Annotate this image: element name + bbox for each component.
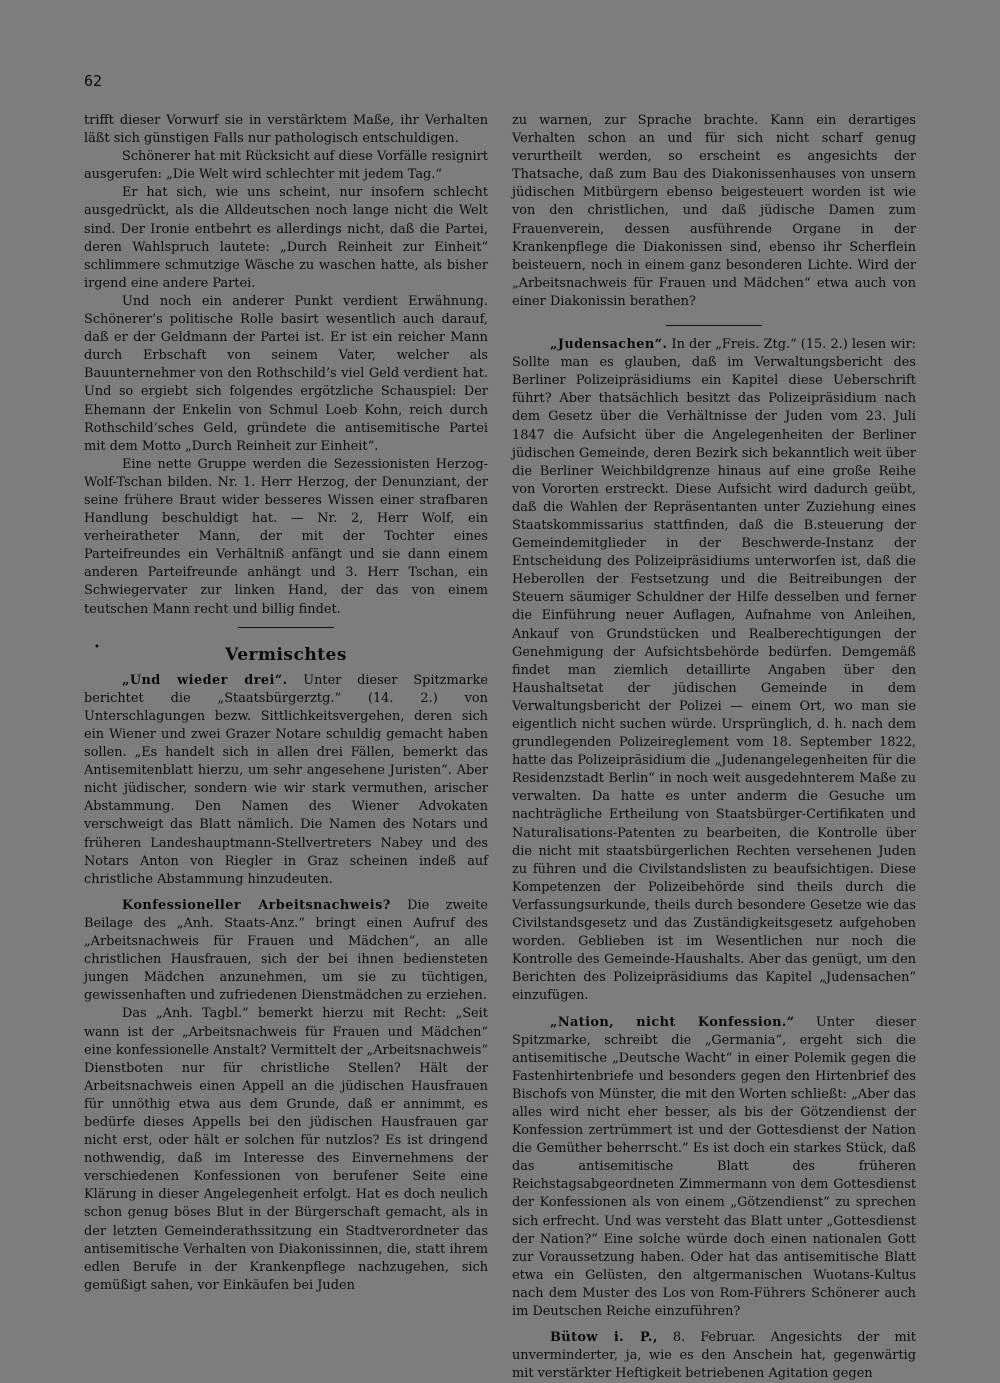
article-rubric: Konfessioneller Arbeitsnachweis? (122, 897, 391, 913)
article-und-wieder-drei (84, 672, 488, 889)
bullet-mark: • (94, 642, 100, 653)
paragraph: Schönerer hat mit Rücksicht auf diese Vorfälle resignirt ausgerufen: „Die Welt wird schlechter mit jedem Tag.“ (84, 149, 488, 183)
paragraph: Er hat sich, wie uns scheint, nur insofern schlecht ausgedrückt, als die Alldeutschen noch lange nicht die Welt sind. Der Ironie entbehrt es allerdings nicht, daß die Partei, deren Wahlspruch lautete: „Durch Reinheit zur Einheit“ schlimmere schmutzige Wäsche zu waschen hatte, als bisher irgend eine andere Partei. (84, 185, 488, 291)
article-buetow (512, 1329, 916, 1383)
paragraph: trifft dieser Vorwurf sie in verstärktem Maße, ihr Verhalten läßt sich günstigen Falls nur pathologisch entschuldigen. (84, 113, 488, 147)
left-column (84, 112, 488, 1295)
article-text: In der „Freis. Ztg.“ (15. 2.) lesen wir: Sollte man es glauben, daß im Verwaltungsbericht des Berliner Polizeipräsidiums ein Kapitel diese Ueberschrift führt? Aber thatsächlich besitzt das Polizeipräsidium nach dem Gesetz über die Verhältnisse der Juden vom 23. Juli 1847 die Aufsicht über die Angelegenheiten der Berliner jüdischen Gemeinde, deren Bezirk sich bekanntlich weit über die Berliner Weichbildgrenze hinaus auf eine große Reihe von Vororten erstreckt. Diese Aufsicht wird dadurch geübt, daß die Wahlen der Repräsentanten unter Zuziehung eines Staatskommissarius stattfinden, daß die B.steuerung der Gemeindemitglieder in der Beschwerde-Instanz der Entscheidung des Polizeipräsidiums unterworfen ist, daß die Heberollen der Festsetzung und die Beitreibungen der Steuern säumiger Schuldner der Hilfe desselben und ferner die Einführung neuer Auflagen, Aufnahme von Anleihen, Ankauf von Grundstücken und Realberechtigungen der Genehmigung der Aufsichtsbehörde bedürfen. Demgemäß findet man ziemlich detaillirte Angaben über den Haushaltsetat der jüdischen Gemeinde in dem Verwaltungsbericht der Polizei — einem Ort, wo man sie eigentlich nicht suchen würde. Ursprünglich, d. h. nach dem grundlegenden Polizeireglement vom 18. September 1822, hatte das Polizeipräsidium die „Judenangelegenheiten für die Residenzstadt Berlin“ in noch weit ausgedehnterem Maße zu verwalten. Da hatte es unter anderm die Gesuche um nachträgliche Ertheilung von Staatsbürger-Certifikaten und Naturalisations-Patenten zu bearbeiten, die Kontrolle über die nicht mit staatsbürgerlichen Rechten versehenen Juden zu führen und die Civilstandslisten zu beaufsichtigen. Diese Kompetenzen der Polizeibehörde sind theils durch die Verfassungsurkunde, theils durch besondere Gesetze wie das Civilstandsgesetz und das Zuständigkeitsgesetz aufgehoben worden. Geblieben ist im Wesentlichen nur noch die Kontrolle des Gemeinde-Haushalts. Aber das genügt, um den Berichten des Polizeipräsidiums das Kapitel „Judensachen“ einzufügen. (512, 337, 916, 1004)
paragraph: zu warnen, zur Sprache brachte. Kann ein derartiges Verhalten schon an und für sich nicht scharf genug verurtheilt werden, so erscheint es angesichts der Thatsache, daß zum Bau des Diakonissenhauses von unsern jüdischen Mitbürgern ebenso beigesteuert worden ist wie von den christlichen, und daß jüdische Damen zum Frauenverein, dessen ausführende Organe in der Krankenpflege die Diakonissen sind, ebenso ihr Scherflein beisteuern, noch in einem ganz besonderen Lichte. Wird der „Arbeitsnachweis für Frauen und Mädchen“ etwa auch von einer Diakonissin berathen? (512, 113, 916, 309)
section-divider (666, 325, 762, 326)
section-divider (238, 627, 334, 628)
page-number: 62 (84, 72, 103, 90)
article-judensachen (512, 336, 916, 1005)
paragraph: Eine nette Gruppe werden die Sezessionisten Herzog-Wolf-Tschan bilden. Nr. 1. Herr Herzog, der Denunziant, der seine frühere Braut wider besseres Wissen einer strafbaren Handlung beschuldigt hat. — Nr. 2, Herr Wolf, ein verheiratheter Mann, der mit der Tochter eines Parteifreundes ein Verhältniß anfängt und sie dann einem anderen Parteifreunde anhängt und 3. Herr Tschan, ein Schwiegervater zur linken Hand, der das von einem teutschen Mann recht und billig findet. (84, 456, 488, 617)
paragraph: Das „Anh. Tagbl.“ bemerkt hierzu mit Recht: „Seit wann ist der „Arbeitsnachweis für Frauen und Mädchen“ eine konfessionelle Anstalt? Vermittelt der „Arbeitsnachweis“ Dienstboten nur für christliche Stellen? Hält der Arbeitsnachweis einen Appell an die jüdischen Hausfrauen für unnöthig etwa aus dem Grunde, daß er annimmt, es bedürfe dieses Appells bei den jüdischen Hausfrauen gar nicht erst, oder hält er solchen für nutzlos? Es ist dringend nothwendig, daß im Interesse des Einvernehmens der verschiedenen Konfessionen von berufener Seite eine Klärung in dieser Angelegenheit erfolgt. Hat es doch neulich schon genug böses Blut in der Bürgerschaft gemacht, als in der letzten Gemeinderathssitzung ein Stadtverordneter das antisemitische Verhalten von Diakonissinnen, die, statt ihrem edlen Berufe in der Krankenpflege nachzugehen, sich gemüßigt sahen, vor Einkäufen bei Juden (84, 1006, 488, 1293)
article-text: Die zweite Beilage des „Anh. Staats-Anz.“ bringt einen Aufruf des „Arbeitsnachweis für Frauen und Mädchen“, an alle christlichen Hausfrauen, sich der bei ihnen bediensteten jungen Mädchen anzunehmen, um sie zu tüchtigen, gewissenhaften und zufriedenen Dienstmädchen zu erziehen. (84, 897, 488, 1004)
article-text: Unter dieser Spitzmarke, schreibt die „Germania“, ergeht sich die antisemitische „Deutsche Wacht“ in einer Polemik gegen die Fastenhirtenbriefe und besonders gegen den Hirtenbrief des Bischofs von Münster, die mit den Worten schließt: „Aber das alles wird nicht eher besser, als bis der Götzendienst der Konfession zertrümmert ist und der Gottesdienst der Nation die Gemüther beherrscht.“ Es ist doch ein starkes Stück, daß das antisemitische Blatt des früheren Reichstagsabgeordneten Zimmermann von dem Gottesdienst der Konfessionen als von einem „Götzendienst“ zu sprechen sich erfrecht. Und was versteht das Blatt unter „Gottesdienst der Nation?“ Eine solche würde doch einen nationalen Gott zur Voraussetzung haben. Oder hat das antisemitische Blatt etwa ein Gelüsten, den altgermanischen Wuotans-Kultus nach dem Muster des Los von Rom-Führers Schönerer auch im Deutschen Reiche einzuführen? (512, 1014, 916, 1319)
article-rubric: Bütow i. P., (550, 1330, 658, 1346)
article-rubric: „Judensachen“. (550, 337, 668, 353)
paragraph: Und noch ein anderer Punkt verdient Erwähnung. Schönerer’s politische Rolle basirt wesentlich auch darauf, daß er der Geldmann der Partei ist. Er ist ein reicher Mann durch Erbschaft von seinem Vater, welcher als Bauunternehmer von den Rothschild’s viel Geld verdient hat. Und so ergiebt sich folgendes ergötzliche Schauspiel: Der Ehemann der Enkelin von Schmul Loeb Kohn, reich durch Rothschild’sches Geld, gründete die antisemitische Partei mit dem Motto „Durch Reinheit zur Einheit“. (84, 293, 488, 454)
article-rubric: „Und wieder drei“. (122, 672, 288, 688)
article-konfessioneller-arbeitsnachweis (84, 897, 488, 1006)
article-rubric: „Nation, nicht Konfession.“ (550, 1014, 795, 1030)
section-heading: Vermischtes (225, 644, 347, 665)
article-nation-nicht-konfession (512, 1014, 916, 1322)
article-text: 8. Februar. Angesichts der mit unverminderter, ja, wie es den Anschein hat, gegenwärtig mit verstärkter Heftigkeit betriebenen Agitation gegen (512, 1330, 916, 1382)
right-column (512, 112, 916, 1383)
article-text: Unter dieser Spitzmarke berichtet die „Staatsbürgerztg.“ (14. 2.) von Unterschlagungen bezw. Sittlichkeitsvergehen, deren sich ein Wiener und zwei Grazer Notare schuldig gemacht haben sollen. „Es handelt sich in allen drei Fällen, bemerkt das Antisemitenblatt hierzu, um sehr angesehene Juristen“. Aber nicht jüdischer, sondern wie wir stark vermuthen, arischer Abstammung. Den Namen des Wiener Advokaten verschweigt das Blatt nämlich. Die Namen des Notars und früheren Landeshauptmann-Stellvertreters Nabey und des Notars Anton von Riegler in Graz scheinen indeß auf christliche Abstammung hinzudeuten. (84, 672, 488, 887)
